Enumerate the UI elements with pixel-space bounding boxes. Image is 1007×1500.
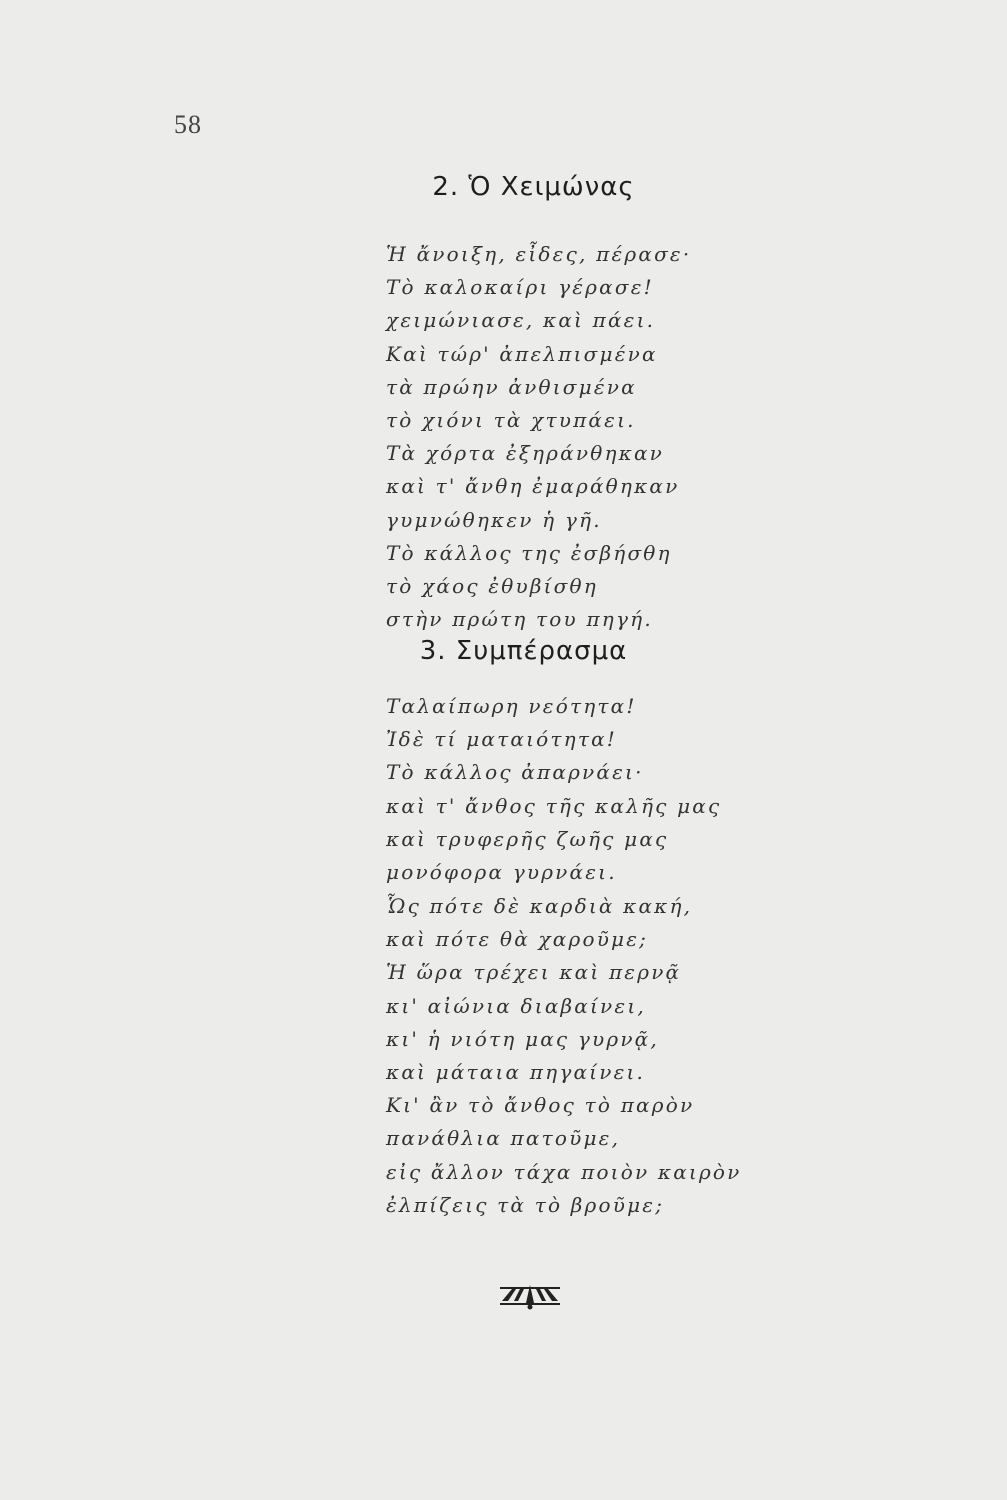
- poem-line: Τὰ χόρτα ἐξηράνθηκαν: [386, 441, 665, 466]
- poem-line: κι' αἰώνια διαβαίνει,: [386, 993, 646, 1018]
- poem-line: Τὸ κάλλος της ἐσβήσθη: [386, 540, 672, 565]
- poem-line: Ἡ ὥρα τρέχει καὶ περνᾷ: [386, 960, 682, 985]
- poem-line: εἰς ἄλλον τάχα ποιὸν καιρὸν: [386, 1159, 742, 1184]
- poem-stanza-conclusion-1: [386, 690, 721, 889]
- poem-stanza-winter: [386, 238, 691, 636]
- poem-line: χειμώνιασε, καὶ πάει.: [386, 308, 656, 333]
- poem-line: καὶ τ' ἄνθος τῆς καλῆς μας: [386, 793, 722, 818]
- poem-line: Ἡ ἄνοιξη, εἶδες, πέρασε·: [386, 242, 692, 266]
- poem-line: Τὸ κάλλος ἀπαρνάει·: [386, 760, 644, 785]
- poem-line: καὶ τρυφερῆς ζωῆς μας: [386, 826, 669, 851]
- poem-line: καὶ τ' ἄνθη ἐμαράθηκαν: [386, 474, 680, 499]
- poem-line: Ὧς πότε δὲ καρδιὰ κακή,: [386, 894, 693, 918]
- poem-line: κι' ἡ νιότη μας γυρνᾷ,: [386, 1026, 659, 1051]
- poem-line: μονόφορα γυρνάει.: [386, 859, 617, 884]
- section-title-winter: 2. Ὁ Χειμώνας: [432, 172, 635, 202]
- poem-line: Ἰδὲ τί ματαιότητα!: [386, 727, 618, 752]
- poem-line: Καὶ τώρ' ἀπελπισμένα: [386, 341, 658, 366]
- floral-tailpiece-icon: [498, 1281, 562, 1311]
- poem-line: τὸ χάος ἐθυβίσθη: [386, 573, 598, 598]
- page-number: 58: [174, 110, 202, 139]
- poem-line: καὶ μάταια πηγαίνει.: [386, 1059, 646, 1084]
- poem-stanza-conclusion-2: [386, 890, 742, 1222]
- poem-line: Τὸ καλοκαίρι γέρασε!: [386, 275, 654, 300]
- poem-line: γυμνώθηκεν ἡ γῆ.: [386, 507, 602, 532]
- poem-line: τὸ χιόνι τὰ χτυπάει.: [386, 407, 636, 432]
- poem-line: τὰ πρώην ἀνθισμένα: [386, 374, 637, 399]
- poem-line: Κι' ἂν τὸ ἄνθος τὸ παρὸν: [386, 1093, 695, 1118]
- poem-line: πανάθλια πατοῦμε,: [386, 1126, 621, 1151]
- poem-line: καὶ πότε θὰ χαροῦμε;: [386, 927, 649, 952]
- poem-line: ἐλπίζεις τὰ τὸ βροῦμε;: [386, 1192, 665, 1217]
- poem-line: Ταλαίπωρη νεότητα!: [386, 694, 637, 718]
- section-title-conclusion: 3. Συμπέρασμα: [419, 636, 628, 666]
- poem-line: στὴν πρώτη του πηγή.: [386, 607, 653, 632]
